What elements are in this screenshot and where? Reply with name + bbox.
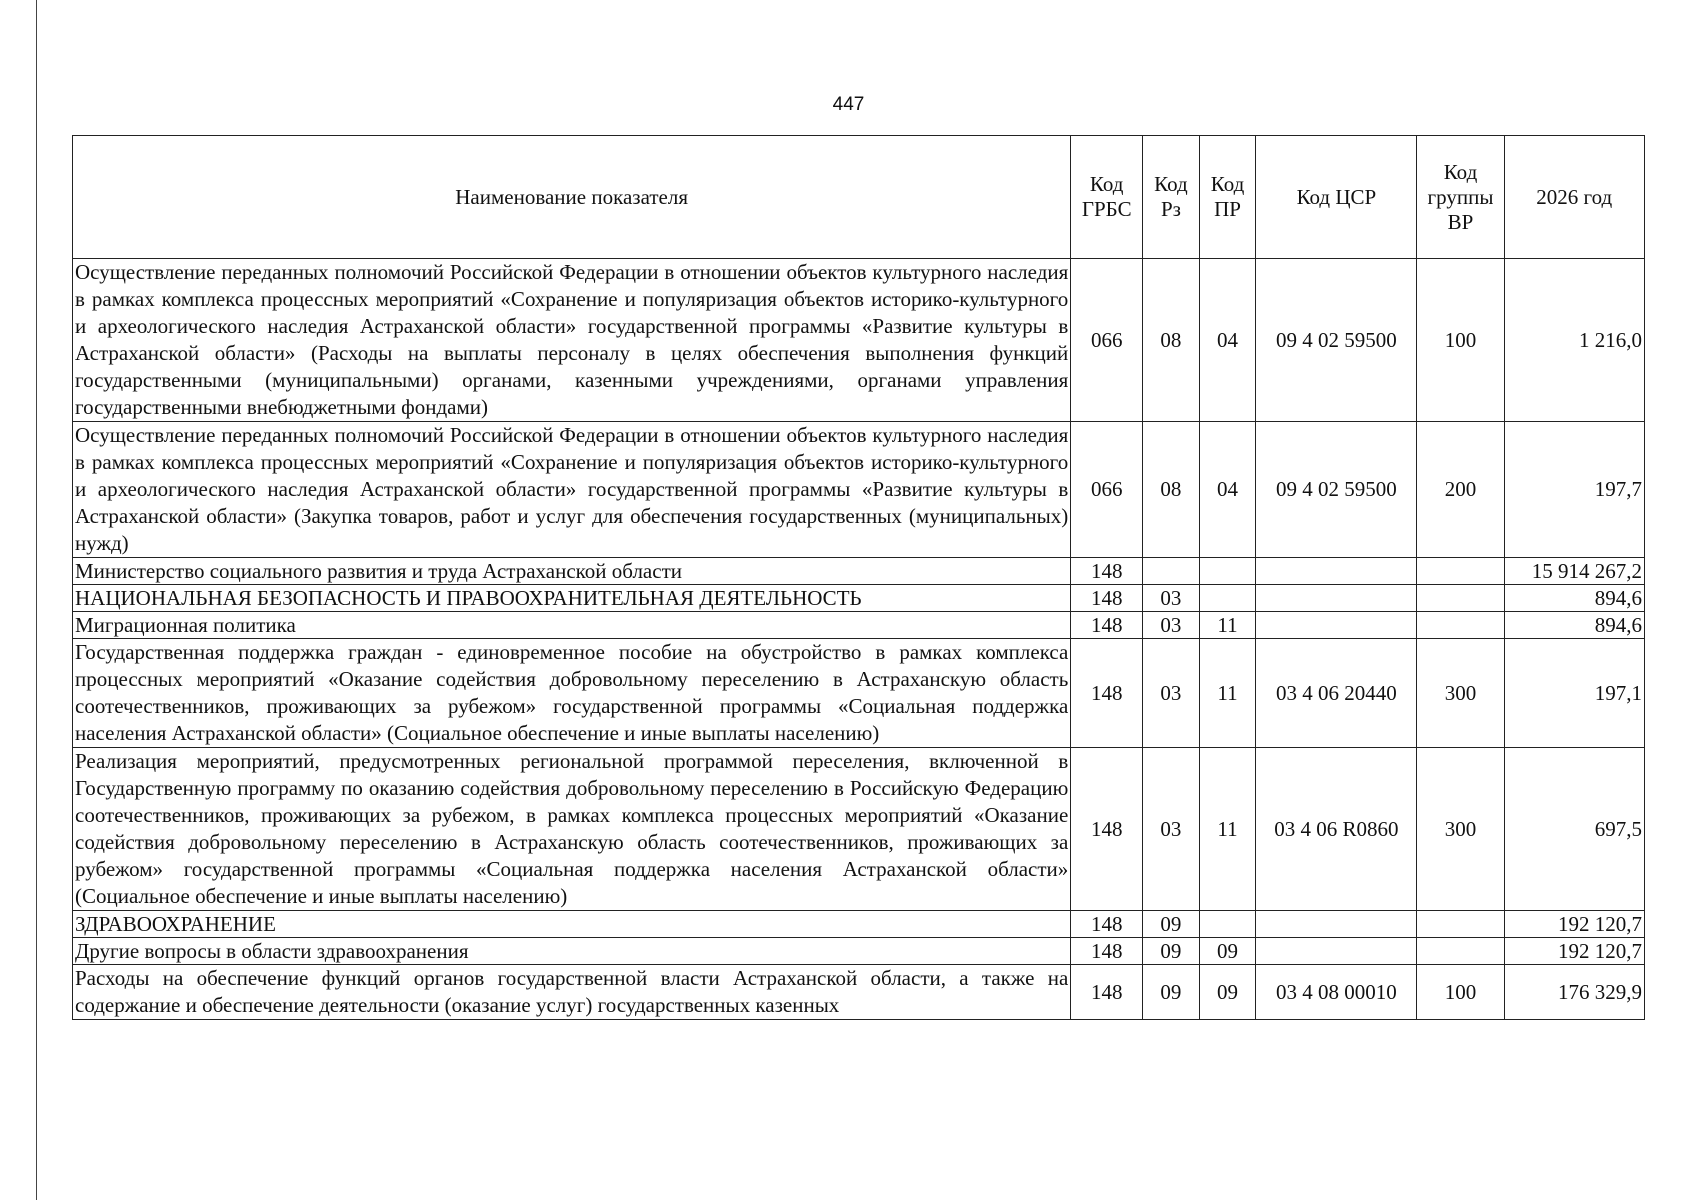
row-amount: 197,1 bbox=[1504, 639, 1644, 748]
row-rz: 09 bbox=[1143, 965, 1200, 1020]
header-name: Наименование показателя bbox=[73, 136, 1071, 259]
row-grbs: 148 bbox=[1071, 639, 1143, 748]
table-row bbox=[73, 748, 1645, 911]
row-pr bbox=[1199, 558, 1256, 585]
table-row bbox=[73, 558, 1645, 585]
row-grbs: 066 bbox=[1071, 422, 1143, 558]
header-csr: Код ЦСР bbox=[1256, 136, 1417, 259]
header-grbs: Код ГРБС bbox=[1071, 136, 1143, 259]
row-csr bbox=[1256, 911, 1417, 938]
row-csr: 03 4 06 20440 bbox=[1256, 639, 1417, 748]
row-vr bbox=[1417, 585, 1504, 612]
row-name: Государственная поддержка граждан - единовременное пособие на обустройство в рамках комплекса процессных мероприятий «Оказание содействия добровольному переселению в Астраханскую область соотечественников, проживающих за рубежом» государственной программы «Социальная поддержка населения Астраханской области» (Социальное обеспечение и иные выплаты населению) bbox=[73, 639, 1071, 748]
row-vr bbox=[1417, 612, 1504, 639]
header-row bbox=[73, 136, 1645, 259]
row-name: ЗДРАВООХРАНЕНИЕ bbox=[73, 911, 1071, 938]
row-vr: 200 bbox=[1417, 422, 1504, 558]
row-name: Реализация мероприятий, предусмотренных региональной программой переселения, включенной в Государственную программу по оказанию содействия добровольному переселению в Российскую Федерацию соотечественников, проживающих за рубежом, в рамках комплекса процессных мероприятий «Оказание содействия добровольному переселению в Астраханскую область соотечественников, проживающих за рубежом» государственной программы «Социальная поддержка населения Астраханской области» (Социальное обеспечение и иные выплаты населению) bbox=[73, 748, 1071, 911]
row-grbs: 148 bbox=[1071, 558, 1143, 585]
row-csr bbox=[1256, 938, 1417, 965]
row-grbs: 148 bbox=[1071, 965, 1143, 1020]
row-pr: 04 bbox=[1199, 259, 1256, 422]
table-row bbox=[73, 938, 1645, 965]
row-amount: 894,6 bbox=[1504, 612, 1644, 639]
row-pr: 11 bbox=[1199, 748, 1256, 911]
table-row bbox=[73, 612, 1645, 639]
table-row bbox=[73, 422, 1645, 558]
row-amount: 176 329,9 bbox=[1504, 965, 1644, 1020]
row-csr bbox=[1256, 585, 1417, 612]
table-row bbox=[73, 585, 1645, 612]
row-name: Другие вопросы в области здравоохранения bbox=[73, 938, 1071, 965]
row-name: Расходы на обеспечение функций органов государственной власти Астраханской области, а также на содержание и обеспечение деятельности (оказание услуг) государственных казенных bbox=[73, 965, 1071, 1020]
row-pr bbox=[1199, 585, 1256, 612]
row-rz: 03 bbox=[1143, 585, 1200, 612]
row-vr: 300 bbox=[1417, 639, 1504, 748]
row-csr: 03 4 06 R0860 bbox=[1256, 748, 1417, 911]
table-row bbox=[73, 639, 1645, 748]
row-csr bbox=[1256, 612, 1417, 639]
row-pr: 11 bbox=[1199, 612, 1256, 639]
row-name: Осуществление переданных полномочий Российской Федерации в отношении объектов культурного наследия в рамках комплекса процессных мероприятий «Сохранение и популяризация объектов историко-культурного и археологического наследия Астраханской области» государственной программы «Развитие культуры в Астраханской области» (Расходы на выплаты персоналу в целях обеспечения выполнения функций государственными (муниципальными) органами, казенными учреждениями, органами управления государственными внебюджетными фондами) bbox=[73, 259, 1071, 422]
header-rz: Код Рз bbox=[1143, 136, 1200, 259]
row-rz: 09 bbox=[1143, 911, 1200, 938]
row-amount: 192 120,7 bbox=[1504, 938, 1644, 965]
header-pr: Код ПР bbox=[1199, 136, 1256, 259]
row-name: Осуществление переданных полномочий Российской Федерации в отношении объектов культурного наследия в рамках комплекса процессных мероприятий «Сохранение и популяризация объектов историко-культурного и археологического наследия Астраханской области» государственной программы «Развитие культуры в Астраханской области» (Закупка товаров, работ и услуг для обеспечения государственных (муниципальных) нужд) bbox=[73, 422, 1071, 558]
row-vr: 100 bbox=[1417, 965, 1504, 1020]
row-pr bbox=[1199, 911, 1256, 938]
row-pr: 09 bbox=[1199, 938, 1256, 965]
row-amount: 197,7 bbox=[1504, 422, 1644, 558]
row-rz bbox=[1143, 558, 1200, 585]
row-grbs: 148 bbox=[1071, 938, 1143, 965]
row-amount: 1 216,0 bbox=[1504, 259, 1644, 422]
row-vr bbox=[1417, 911, 1504, 938]
row-pr: 11 bbox=[1199, 639, 1256, 748]
row-csr: 09 4 02 59500 bbox=[1256, 422, 1417, 558]
row-rz: 09 bbox=[1143, 938, 1200, 965]
row-grbs: 148 bbox=[1071, 748, 1143, 911]
row-rz: 08 bbox=[1143, 259, 1200, 422]
row-grbs: 148 bbox=[1071, 911, 1143, 938]
row-amount: 15 914 267,2 bbox=[1504, 558, 1644, 585]
row-amount: 697,5 bbox=[1504, 748, 1644, 911]
row-rz: 08 bbox=[1143, 422, 1200, 558]
row-vr: 300 bbox=[1417, 748, 1504, 911]
row-amount: 192 120,7 bbox=[1504, 911, 1644, 938]
page-number: 447 bbox=[832, 94, 865, 115]
row-vr bbox=[1417, 558, 1504, 585]
budget-table bbox=[72, 135, 1645, 1020]
row-name: Миграционная политика bbox=[73, 612, 1071, 639]
table-row bbox=[73, 911, 1645, 938]
row-vr: 100 bbox=[1417, 259, 1504, 422]
row-grbs: 148 bbox=[1071, 612, 1143, 639]
row-pr: 04 bbox=[1199, 422, 1256, 558]
header-vr: Код группы ВР bbox=[1417, 136, 1504, 259]
left-margin-line bbox=[36, 0, 37, 1200]
table-header bbox=[73, 136, 1645, 259]
row-rz: 03 bbox=[1143, 639, 1200, 748]
table-row bbox=[73, 259, 1645, 422]
row-csr bbox=[1256, 558, 1417, 585]
row-grbs: 148 bbox=[1071, 585, 1143, 612]
row-pr: 09 bbox=[1199, 965, 1256, 1020]
row-name: НАЦИОНАЛЬНАЯ БЕЗОПАСНОСТЬ И ПРАВООХРАНИТЕЛЬНАЯ ДЕЯТЕЛЬНОСТЬ bbox=[73, 585, 1071, 612]
row-csr: 09 4 02 59500 bbox=[1256, 259, 1417, 422]
row-csr: 03 4 08 00010 bbox=[1256, 965, 1417, 1020]
row-vr bbox=[1417, 938, 1504, 965]
row-grbs: 066 bbox=[1071, 259, 1143, 422]
row-amount: 894,6 bbox=[1504, 585, 1644, 612]
row-name: Министерство социального развития и труда Астраханской области bbox=[73, 558, 1071, 585]
table-row bbox=[73, 965, 1645, 1020]
table-body bbox=[73, 259, 1645, 1020]
header-year: 2026 год bbox=[1504, 136, 1644, 259]
row-rz: 03 bbox=[1143, 748, 1200, 911]
row-rz: 03 bbox=[1143, 612, 1200, 639]
